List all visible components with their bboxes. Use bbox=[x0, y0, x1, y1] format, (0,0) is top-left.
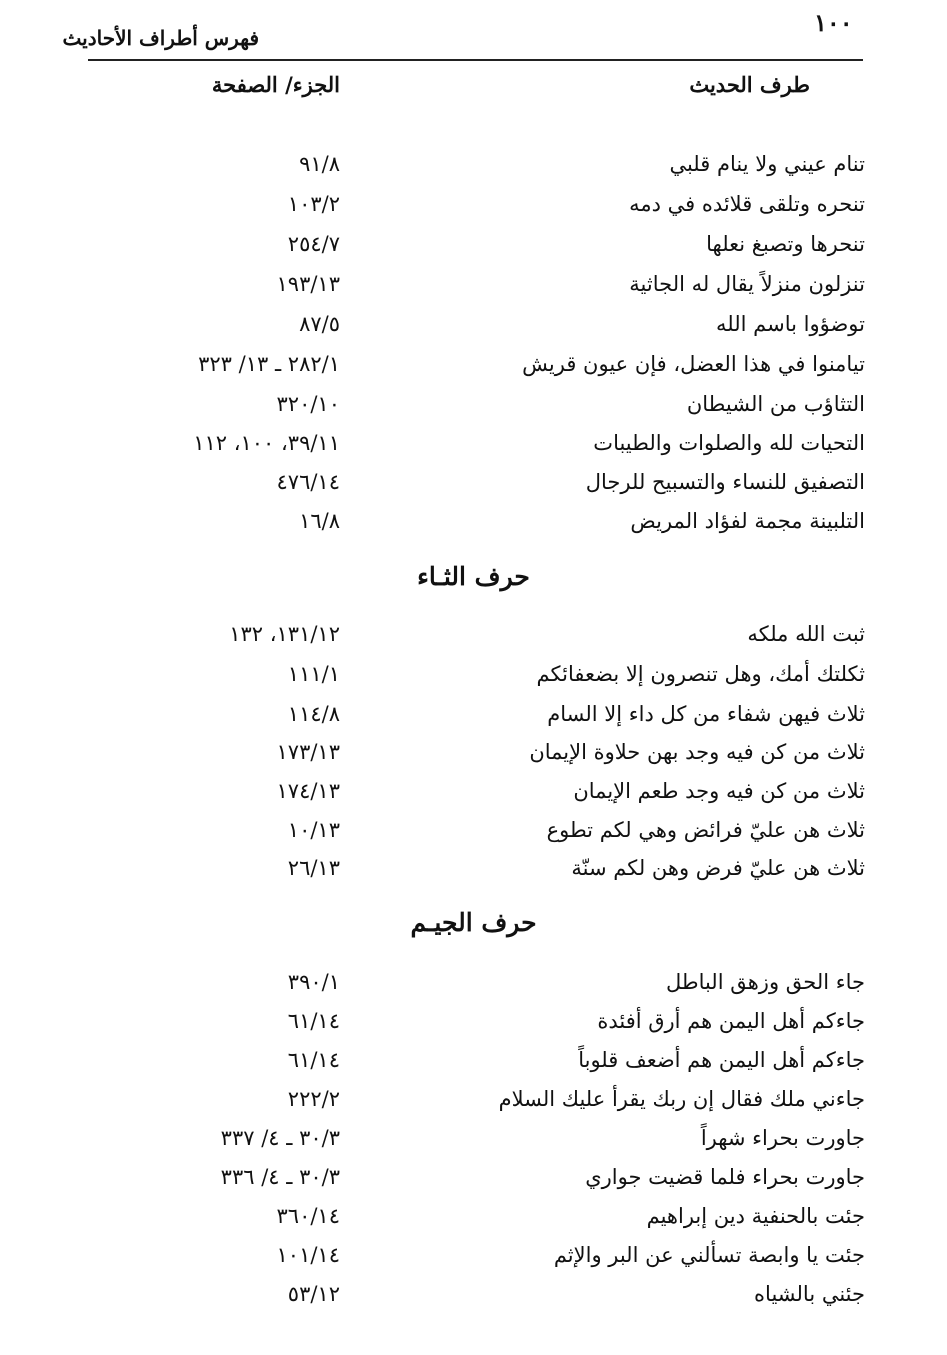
index-entry bbox=[0, 813, 947, 847]
volume-page-ref: ٢٨٢/١ ـ ١٣/ ٣٢٣ bbox=[198, 352, 340, 376]
index-entry bbox=[0, 426, 947, 460]
volume-page-ref: ٣٩/١١، ١٠٠، ١١٢ bbox=[193, 431, 340, 455]
volume-page-ref: ٦١/١٤ bbox=[287, 1009, 340, 1033]
section-heading-tha: حرف الثـاء bbox=[417, 562, 530, 591]
volume-page-ref: ٣٠/٣ ـ ٤/ ٣٣٧ bbox=[220, 1126, 340, 1150]
volume-page-ref: ٢٦/١٣ bbox=[287, 856, 340, 880]
volume-page-ref: ١٣١/١٢، ١٣٢ bbox=[229, 622, 340, 646]
hadith-text: ثكلتك أمك، وهل تنصرون إلا بضعفائكم bbox=[536, 662, 865, 686]
hadith-text: ثبت الله ملكه bbox=[747, 622, 865, 646]
volume-page-ref: ١٠٣/٢ bbox=[287, 192, 340, 216]
index-entry bbox=[0, 307, 947, 341]
hadith-text: جاءكم أهل اليمن هم أضعف قلوباً bbox=[578, 1048, 865, 1072]
index-entry bbox=[0, 465, 947, 499]
index-entry bbox=[0, 735, 947, 769]
hadith-text: ثلاث من كن فيه وجد طعم الإيمان bbox=[573, 779, 865, 803]
page-number: ١٠٠ bbox=[814, 8, 853, 37]
hadith-text: جاء الحق وزهق الباطل bbox=[665, 970, 865, 994]
hadith-text: جاورت بحراء فلما قضيت جواري bbox=[585, 1165, 865, 1189]
index-entry bbox=[0, 697, 947, 731]
index-entry bbox=[0, 1121, 947, 1155]
index-entry bbox=[0, 1199, 947, 1233]
hadith-text: تيامنوا في هذا العضل، فإن عيون قريش bbox=[522, 352, 865, 376]
volume-page-ref: ١٧٣/١٣ bbox=[276, 740, 340, 764]
index-entry bbox=[0, 1160, 947, 1194]
index-entry bbox=[0, 387, 947, 421]
index-entry bbox=[0, 147, 947, 181]
hadith-text: ثلاث فيهن شفاء من كل داء إلا السام bbox=[547, 702, 865, 726]
volume-page-ref: ٢٢٢/٢ bbox=[287, 1087, 340, 1111]
volume-page-ref: ١٠/١٣ bbox=[287, 818, 340, 842]
volume-page-ref: ٣٦٠/١٤ bbox=[276, 1204, 340, 1228]
volume-page-ref: ١٩٣/١٣ bbox=[276, 272, 340, 296]
column-header-hadith: طرف الحديث bbox=[689, 72, 810, 97]
hadith-text: ثلاث من كن فيه وجد بهن حلاوة الإيمان bbox=[529, 740, 865, 764]
hadith-text: جئت يا وابصة تسألني عن البر والإثم bbox=[553, 1243, 865, 1267]
hadith-text: جاورت بحراء شهراً bbox=[700, 1126, 865, 1150]
index-entry bbox=[0, 657, 947, 691]
volume-page-ref: ٣٢٠/١٠ bbox=[276, 392, 340, 416]
volume-page-ref: ٣٩٠/١ bbox=[287, 970, 340, 994]
volume-page-ref: ١١١/١ bbox=[287, 662, 340, 686]
index-entry bbox=[0, 851, 947, 885]
index-entry bbox=[0, 617, 947, 651]
index-entry bbox=[0, 1004, 947, 1038]
index-entry bbox=[0, 504, 947, 538]
column-header-reference: الجزء/ الصفحة bbox=[211, 72, 340, 97]
index-entry bbox=[0, 1277, 947, 1311]
index-entry bbox=[0, 227, 947, 261]
volume-page-ref: ٥٣/١٢ bbox=[287, 1282, 340, 1306]
hadith-text: جاءكم أهل اليمن هم أرق أفئدة bbox=[597, 1009, 865, 1033]
hadith-text: تنحرها وتصبغ نعلها bbox=[706, 232, 865, 256]
volume-page-ref: ٤٧٦/١٤ bbox=[276, 470, 340, 494]
volume-page-ref: ١٧٤/١٣ bbox=[276, 779, 340, 803]
hadith-text: التصفيق للنساء والتسبيح للرجال bbox=[585, 470, 865, 494]
volume-page-ref: ١٦/٨ bbox=[299, 509, 340, 533]
header-rule bbox=[88, 59, 863, 61]
index-entry bbox=[0, 1082, 947, 1116]
hadith-text: تنزلون منزلاً يقال له الجاثية bbox=[629, 272, 865, 296]
hadith-text: تنام عيني ولا ينام قلبي bbox=[669, 152, 865, 176]
volume-page-ref: ١١٤/٨ bbox=[287, 702, 340, 726]
hadith-text: التثاؤب من الشيطان bbox=[686, 392, 865, 416]
hadith-text: جئت بالحنفية دين إبراهيم bbox=[646, 1204, 865, 1228]
index-entry bbox=[0, 1043, 947, 1077]
running-title: فهرس أطراف الأحاديث bbox=[62, 26, 259, 50]
section-heading-jim: حرف الجيـم bbox=[410, 908, 537, 937]
volume-page-ref: ٣٠/٣ ـ ٤/ ٣٣٦ bbox=[220, 1165, 340, 1189]
hadith-text: جاءني ملك فقال إن ربك يقرأ عليك السلام bbox=[498, 1087, 865, 1111]
volume-page-ref: ٦١/١٤ bbox=[287, 1048, 340, 1072]
volume-page-ref: ١٠١/١٤ bbox=[276, 1243, 340, 1267]
hadith-text: التحيات لله والصلوات والطيبات bbox=[593, 431, 865, 455]
hadith-text: التلبينة مجمة لفؤاد المريض bbox=[630, 509, 865, 533]
hadith-text: توضؤوا باسم الله bbox=[716, 312, 865, 336]
hadith-text: ثلاث هن عليّ فرائض وهي لكم تطوع bbox=[546, 818, 865, 842]
hadith-text: تنحره وتلقى قلائده في دمه bbox=[629, 192, 865, 216]
hadith-text: جئني بالشياه bbox=[754, 1282, 865, 1306]
volume-page-ref: ٨٧/٥ bbox=[299, 312, 340, 336]
index-entry bbox=[0, 267, 947, 301]
index-entry bbox=[0, 347, 947, 381]
volume-page-ref: ٢٥٤/٧ bbox=[287, 232, 340, 256]
index-entry bbox=[0, 187, 947, 221]
index-entry bbox=[0, 1238, 947, 1272]
index-entry bbox=[0, 965, 947, 999]
index-entry bbox=[0, 774, 947, 808]
volume-page-ref: ٩١/٨ bbox=[299, 152, 340, 176]
hadith-text: ثلاث هن عليّ فرض وهن لكم سنّة bbox=[571, 856, 865, 880]
